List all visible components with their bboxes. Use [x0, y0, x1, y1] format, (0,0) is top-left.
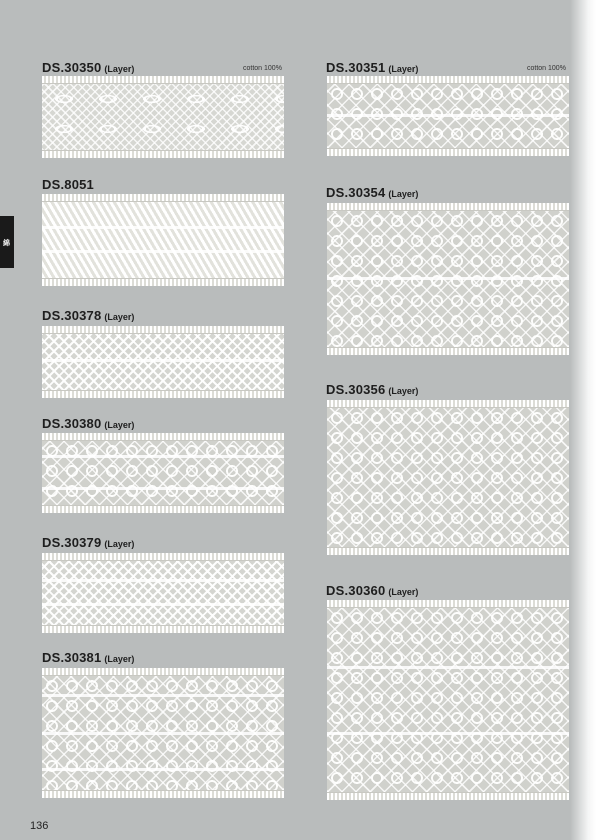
item-title-ds30354 [326, 186, 418, 201]
lace-band [42, 768, 284, 771]
item-tag: (Layer) [104, 654, 135, 664]
lace-top-edge [327, 600, 569, 608]
lace-bottom-edge [327, 547, 569, 555]
item-code: DS.30351 [326, 60, 386, 75]
lace-swatch-ds30360[interactable] [327, 600, 569, 800]
lace-swatch-ds30354[interactable] [327, 203, 569, 355]
lace-swatch-ds30378[interactable] [42, 326, 284, 398]
lace-band [42, 226, 284, 229]
item-title-ds30351 [326, 61, 418, 76]
lace-top-edge [42, 194, 284, 202]
lace-swatch-ds30381[interactable] [42, 668, 284, 798]
lace-swatch-ds30379[interactable] [42, 553, 284, 633]
lace-top-edge [327, 76, 569, 84]
lace-top-edge [327, 400, 569, 408]
lace-bottom-edge [42, 278, 284, 286]
lace-band [42, 732, 284, 735]
lace-band [42, 579, 284, 582]
item-title-ds30360 [326, 584, 418, 599]
item-code: DS.8051 [42, 177, 94, 192]
item-code: DS.30360 [326, 583, 386, 598]
lace-band [42, 487, 284, 490]
lace-bottom-edge [42, 150, 284, 158]
item-tag: (Layer) [388, 64, 419, 74]
lace-top-edge [42, 553, 284, 561]
lace-pattern [327, 608, 569, 792]
lace-bottom-edge [42, 390, 284, 398]
lace-swatch-ds30356[interactable] [327, 400, 569, 555]
item-code: DS.30350 [42, 60, 102, 75]
lace-top-edge [42, 668, 284, 676]
item-tag: (Layer) [104, 539, 135, 549]
lace-top-edge [42, 433, 284, 441]
lace-swatch-ds30351[interactable] [327, 76, 569, 156]
lace-pattern [42, 334, 284, 390]
lace-pattern [42, 441, 284, 505]
item-tag: (Layer) [104, 64, 135, 74]
item-title-ds30380 [42, 417, 134, 432]
item-code: DS.30379 [42, 535, 102, 550]
lace-pattern [42, 561, 284, 625]
lace-swatch-ds8051[interactable] [42, 194, 284, 286]
item-title-ds30381 [42, 651, 134, 666]
lace-band [327, 732, 569, 735]
item-code: DS.30354 [326, 185, 386, 200]
lace-band [327, 277, 569, 280]
item-tag: (Layer) [104, 420, 135, 430]
item-tag: (Layer) [388, 386, 419, 396]
lace-bottom-edge [42, 625, 284, 633]
lace-pattern [42, 202, 284, 278]
lace-band [42, 603, 284, 606]
item-code: DS.30381 [42, 650, 102, 665]
lace-pattern [327, 408, 569, 547]
lace-band [42, 250, 284, 253]
lace-band [42, 359, 284, 362]
item-tag: (Layer) [388, 189, 419, 199]
item-title-ds8051 [42, 178, 97, 193]
item-composition: cotton 100% [243, 65, 282, 72]
item-title-ds30378 [42, 309, 134, 324]
item-code: DS.30380 [42, 416, 102, 431]
lace-bottom-edge [42, 505, 284, 513]
page-number: 136 [30, 820, 49, 832]
lace-bottom-edge [327, 148, 569, 156]
item-title-ds30356 [326, 383, 418, 398]
lace-bottom-edge [327, 347, 569, 355]
lace-pattern [42, 84, 284, 150]
lace-band [42, 694, 284, 697]
lace-bottom-edge [327, 792, 569, 800]
lace-bottom-edge [42, 790, 284, 798]
lace-top-edge [42, 76, 284, 84]
page-edge-shadow [570, 0, 596, 840]
lace-top-edge [327, 203, 569, 211]
item-title-ds30350 [42, 61, 134, 76]
item-code: DS.30356 [326, 382, 386, 397]
lace-swatch-ds30350[interactable] [42, 76, 284, 158]
item-tag: (Layer) [388, 587, 419, 597]
item-composition: cotton 100% [527, 65, 566, 72]
item-code: DS.30378 [42, 308, 102, 323]
item-title-ds30379 [42, 536, 134, 551]
lace-band [327, 666, 569, 669]
lace-swatch-ds30380[interactable] [42, 433, 284, 513]
lace-top-edge [42, 326, 284, 334]
item-tag: (Layer) [104, 312, 135, 322]
lace-band [42, 455, 284, 458]
side-index-tab[interactable] [0, 216, 14, 268]
lace-band [327, 114, 569, 117]
side-index-tab-label: 綿 [3, 240, 10, 247]
